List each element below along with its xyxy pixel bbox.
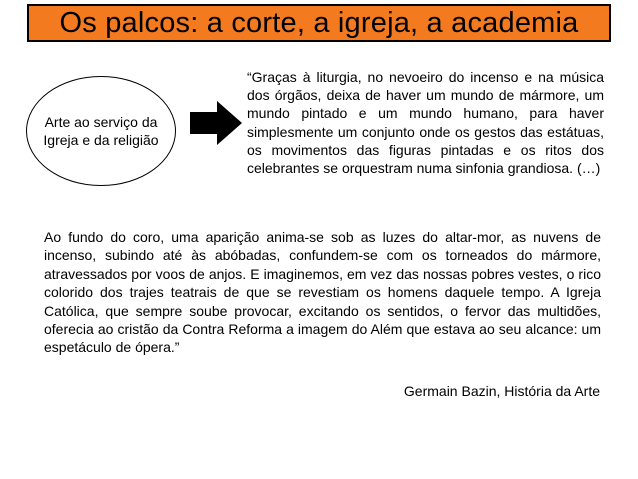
- oval-label: Arte ao serviço da Igreja e da religião: [43, 114, 159, 148]
- citation: Germain Bazin, História da Arte: [403, 383, 600, 399]
- slide-title: Os palcos: a corte, a igreja, a academia: [59, 6, 579, 39]
- quote-intro: “Graças à liturgia, no nevoeiro do incenso e na música dos órgãos, deixa de haver um mundo de mármore, um mundo pintado e um mundo humano, para haver simplesmente um conjunto onde os gestos das estátuas, os movimentos das figuras pintadas e os ritos dos celebrantes se orquestram numa sinfonia grandiosa. (…): [247, 69, 604, 177]
- topic-oval: [26, 76, 176, 186]
- right-arrow-icon: [190, 101, 242, 145]
- title-banner: [27, 4, 611, 42]
- quote-body: Ao fundo do coro, uma aparição anima-se sob as luzes do altar-mor, as nuvens de incenso, subindo até às abóbadas, confundem-se com os torneados do mármore, atravessados por voos de anjos. E imaginemos, em vez das nossas pobres vestes, o rico colorido dos trajes teatrais de que se revestiam os homens daquele tempo. A Igreja Católica, que sempre soube provocar, excitando os sentidos, o fervor das multidões, oferecia ao cristão da Contra Reforma a imagem do Além que estava ao seu alcance: um espetáculo de ópera.”: [44, 229, 601, 356]
